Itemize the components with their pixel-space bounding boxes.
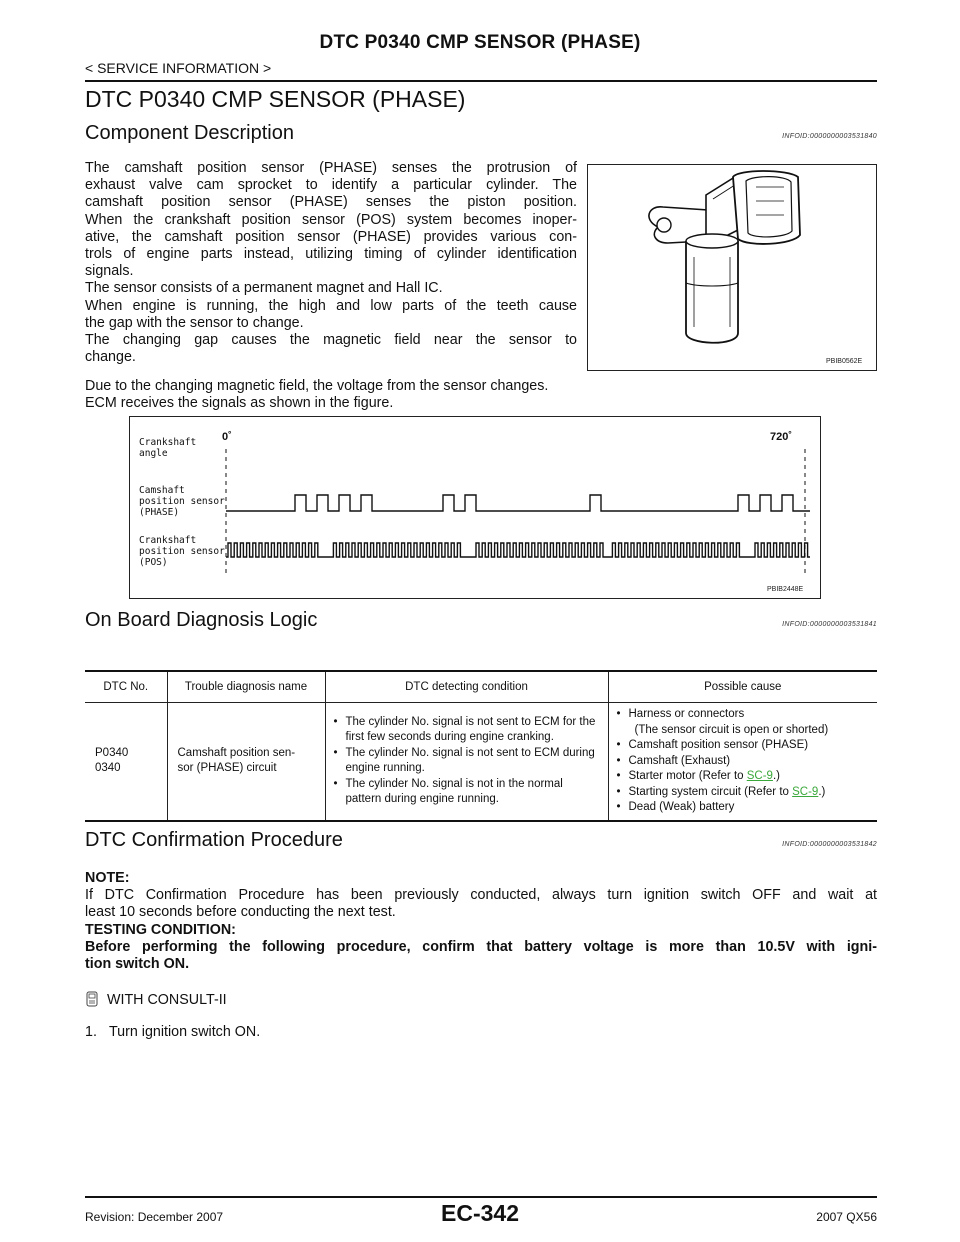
consult-tool-icon <box>85 991 99 1007</box>
note-label: NOTE: <box>85 870 130 886</box>
cause-item: • Dead (Weak) battery <box>615 800 872 816</box>
cause-item: • Harness or connectors (The sensor circuit is open or shorted) <box>615 707 872 738</box>
obd-heading: On Board Diagnosis Logic <box>85 609 318 631</box>
sc-9-link[interactable]: SC-9 <box>792 785 819 798</box>
revision-text: Revision: December 2007 <box>85 1210 224 1224</box>
note-line-1: If DTC Confirmation Procedure has been previously conducted, always turn ignition switch OFF and wait at <box>85 887 877 904</box>
cause-item: • Camshaft (Exhaust) <box>615 754 872 770</box>
signal-figure-code: PBIB2448E <box>767 586 804 593</box>
cause-item: • Camshaft position sensor (PHASE) <box>615 738 872 754</box>
step-1: 1. Turn ignition switch ON. <box>85 1024 261 1040</box>
sensor-figure-code: PBIB0562E <box>826 358 863 365</box>
consult-line <box>85 991 227 1009</box>
confirm-note <box>85 870 877 973</box>
line-signals: signals. <box>85 263 134 280</box>
testing-line-1: Before performing the following procedure, confirm that battery voltage is more than 10.5V with igni- <box>85 938 877 955</box>
component-infoid: INFOID:0000000003531840 <box>782 133 877 140</box>
condition-item: • The cylinder No. signal is not sent to ECM during engine running. <box>332 746 602 777</box>
table-row <box>85 703 877 821</box>
label-crankshaft-pos: Crankshaft position sensor (POS) <box>139 535 225 568</box>
col-dtc-no: DTC No. <box>85 671 167 703</box>
line-running-a: When engine is running, the high and low parts of the teeth cause <box>85 297 577 314</box>
component-description-text <box>85 160 577 366</box>
col-trouble-name: Trouble diagnosis name <box>167 671 325 703</box>
testing-label: TESTING CONDITION: <box>85 921 236 938</box>
line-gap-b: change. <box>85 349 136 366</box>
header-divider <box>85 80 877 82</box>
cause-item: • Starter motor (Refer to SC-9.) <box>615 769 872 785</box>
diag-name-cell: Camshaft position sen- sor (PHASE) circuit <box>167 703 325 821</box>
cause-item: • Starting system circuit (Refer to SC-9.) <box>615 785 872 801</box>
condition-item: • The cylinder No. signal is not sent to ECM for the first few seconds during engine cranking. <box>332 715 602 746</box>
cause-cell <box>608 703 877 821</box>
page-number: EC-342 <box>441 1200 519 1226</box>
signal-waveforms <box>130 417 820 598</box>
confirm-infoid: INFOID:0000000003531842 <box>782 841 877 848</box>
line-ecm: ECM receives the signals as shown in the figure. <box>85 395 394 412</box>
model-text: 2007 QX56 <box>816 1210 877 1224</box>
component-line: When the crankshaft position sensor (POS) system becomes inoper- <box>85 211 577 228</box>
dtc-number-cell: P0340 0340 <box>85 703 167 821</box>
component-description-heading: Component Description <box>85 122 294 144</box>
obd-infoid: INFOID:0000000003531841 <box>782 621 877 628</box>
condition-item: • The cylinder No. signal is not in the normal pattern during engine running. <box>332 777 602 808</box>
phase-waveform <box>226 495 810 511</box>
label-camshaft-phase: Camshaft position sensor (PHASE) <box>139 485 225 518</box>
page-title: DTC P0340 CMP SENSOR (PHASE) <box>85 86 466 112</box>
line-field: Due to the changing magnetic field, the voltage from the sensor changes. <box>85 378 549 394</box>
label-crankshaft-angle: Crankshaft angle <box>139 437 197 459</box>
component-line: camshaft position sensor (PHASE) senses the piston position. <box>85 194 577 211</box>
dtc-table <box>85 670 877 822</box>
table-header-row <box>85 671 877 703</box>
component-line: ative, the camshaft position sensor (PHASE) provides various con- <box>85 228 577 245</box>
component-line: trols of engine parts instead, utilizing timing of cylinder identification <box>85 246 577 263</box>
cmp-sensor-illustration <box>588 165 876 370</box>
line-running-b: the gap with the sensor to change. <box>85 314 304 331</box>
section-label: < SERVICE INFORMATION > <box>85 60 272 76</box>
component-line: exhaust valve cam sprocket to identify a particular cylinder. The <box>85 177 577 194</box>
component-description-tail <box>85 378 877 412</box>
end-angle-mark: 720˚ <box>770 431 793 443</box>
start-angle-mark: 0˚ <box>222 431 232 443</box>
pos-waveform <box>226 543 810 557</box>
line-magnet: The sensor consists of a permanent magnet and Hall IC. <box>85 280 443 297</box>
confirm-heading: DTC Confirmation Procedure <box>85 829 343 851</box>
testing-line-2: tion switch ON. <box>85 956 190 973</box>
col-detecting-condition: DTC detecting condition <box>325 671 608 703</box>
col-possible-cause: Possible cause <box>608 671 877 703</box>
running-header-title: DTC P0340 CMP SENSOR (PHASE) <box>319 32 641 53</box>
sensor-figure <box>587 164 877 371</box>
sc-9-link[interactable]: SC-9 <box>746 770 773 782</box>
component-line: The camshaft position sensor (PHASE) senses the protrusion of <box>85 160 577 176</box>
consult-label: WITH CONSULT-II <box>106 992 227 1008</box>
signal-figure <box>129 416 821 599</box>
condition-cell <box>325 703 608 821</box>
note-line-2: least 10 seconds before conducting the next test. <box>85 904 396 921</box>
footer-divider <box>85 1196 877 1198</box>
line-gap-a: The changing gap causes the magnetic field near the sensor to <box>85 332 577 349</box>
